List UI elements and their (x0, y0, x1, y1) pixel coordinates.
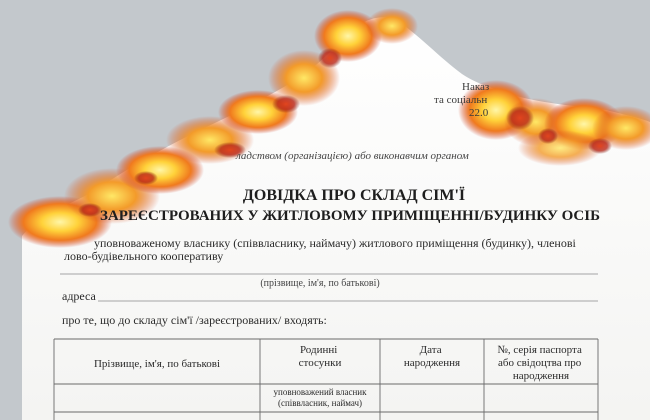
table-header-passport-part: або свідоцтва про (498, 357, 582, 369)
row1-relation-2: (співвласник, наймач) (277, 398, 363, 408)
document-title-line1: ДОВІДКА ПРО СКЛАД СІМ'Ї (242, 187, 466, 204)
table-header-birthdate-part: Дата (419, 344, 442, 356)
table-header-relation-part: Родинні (299, 344, 338, 356)
row1-relation-1: уповноважений власник (273, 387, 367, 397)
table-header-birthdate-part: народження (403, 357, 461, 369)
subtitle-fragment: ладством (організацією) або виконавчим органом (236, 150, 469, 162)
table-header-passport-part: народження (512, 370, 570, 382)
document-title-line2: ЗАРЕЄСТРОВАНИХ У ЖИТЛОВОМУ ПРИМІЩЕННІ/БУДИНКУ ОСІБ (99, 208, 601, 224)
family-label: про те, що до складу сім'ї /зареєстрованих/ входять: (62, 313, 327, 327)
table-header-relation-part: стосунки (298, 357, 342, 369)
corner-text-1: Наказ (462, 81, 490, 93)
table-header-relation (299, 344, 342, 369)
corner-text-3: 22.0 (469, 107, 489, 119)
table-header-passport-part: №, серія паспорта (497, 344, 582, 356)
address-label: адреса (62, 289, 96, 303)
corner-text-2: та соціальн (434, 94, 488, 106)
name-hint: (прізвище, ім'я, по батькові) (260, 278, 380, 289)
table-header-name: Прізвище, ім'я, по батькові (93, 358, 221, 370)
intro-text-1: уповноваженому власнику (співвласнику, наймачу) житлового приміщення (будинку), членові (94, 236, 576, 250)
intro-text-2: лово-будівельного кооперативу (64, 249, 224, 263)
